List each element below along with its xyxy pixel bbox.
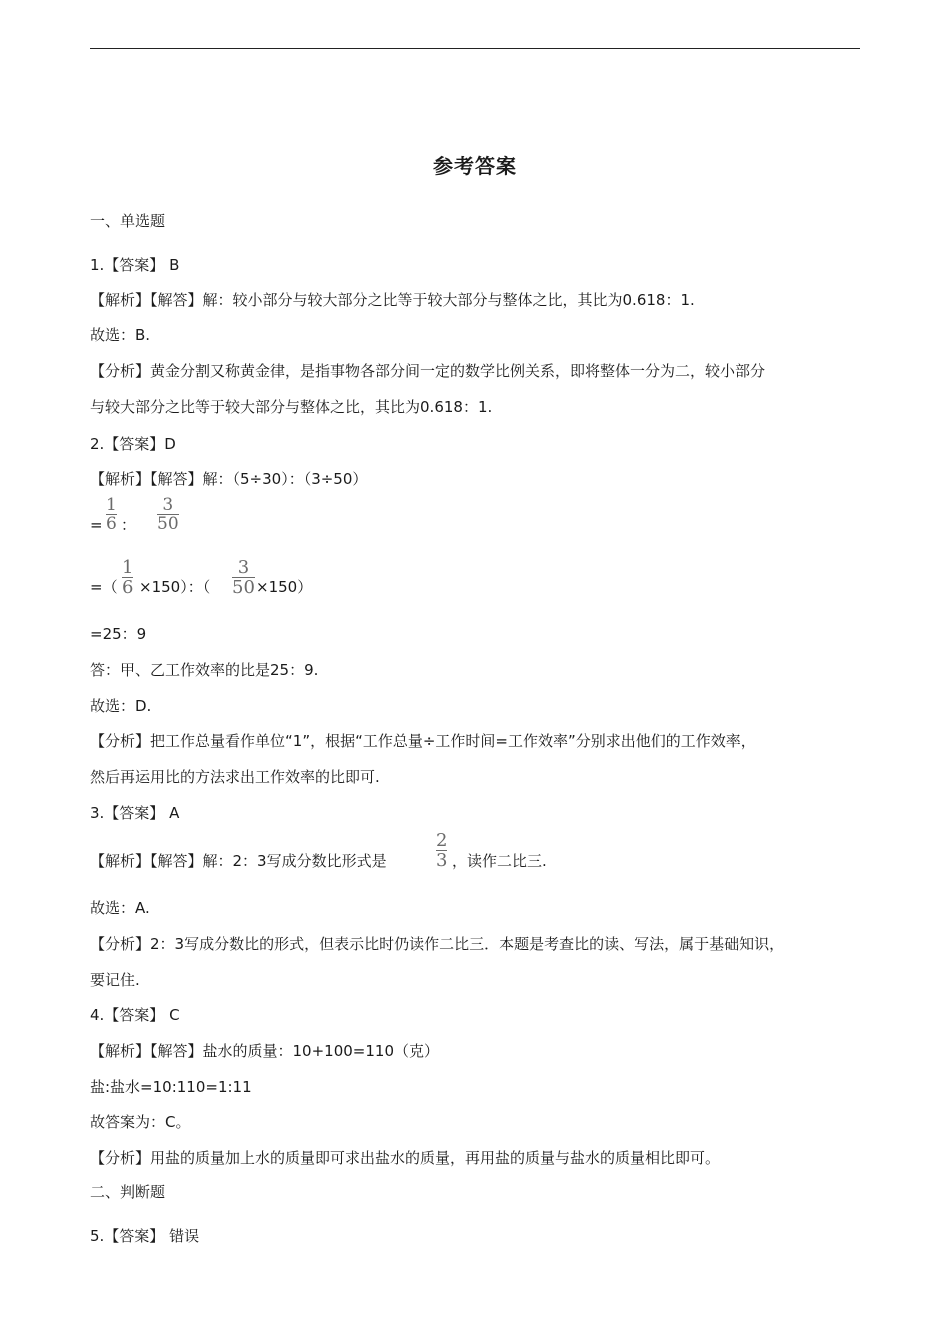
fraction-3-50-b: 3 50	[232, 557, 255, 598]
q3-explanation-line1: 【分析】2：3写成分数比的形式，但表示比时仍读作二比三．本题是考查比的读、写法，属于基础知识，	[90, 935, 785, 953]
section-heading-true-false: 二、判断题	[90, 1183, 166, 1201]
q2-step1-colon: ：	[121, 516, 137, 534]
q2-step2-open: =（	[90, 578, 118, 596]
header-rule	[90, 48, 860, 49]
q3-choice: 故选：A.	[90, 899, 150, 917]
fraction-3-50: 3 50	[157, 495, 179, 534]
q2-step2-close: ×150）	[256, 578, 313, 596]
q1-answer: 1.【答案】 B	[90, 256, 180, 274]
q2-explanation-line2: 然后再运用比的方法求出工作效率的比即可.	[90, 768, 380, 786]
q4-ratio: 盐:盐水=10:110=1:11	[90, 1078, 252, 1096]
q4-answer: 4.【答案】 C	[90, 1006, 180, 1024]
q2-conclusion: 答：甲、乙工作效率的比是25：9.	[90, 661, 319, 679]
q1-explanation-line2: 与较大部分之比等于较大部分与整体之比，其比为0.618：1.	[90, 398, 493, 416]
fraction-2-3: 2 3	[436, 830, 448, 871]
q4-explanation: 【分析】用盐的质量加上水的质量即可求出盐水的质量，再用盐的质量与盐水的质量相比即可。	[90, 1149, 721, 1167]
q1-choice: 故选：B.	[90, 326, 151, 344]
q2-answer: 2.【答案】D	[90, 435, 176, 453]
q2-step2-middle: ×150）：（	[139, 578, 211, 596]
q4-analysis: 【解析】【解答】盐水的质量：10+100=110（克）	[90, 1042, 439, 1060]
q3-analysis: 【解析】【解答】解：2：3写成分数比形式是	[90, 852, 387, 870]
q2-analysis: 【解析】【解答】解：（5÷30）：（3÷50）	[90, 470, 368, 488]
q5-answer: 5.【答案】 错误	[90, 1227, 200, 1245]
q3-answer: 3.【答案】 A	[90, 804, 180, 822]
q1-explanation-line1: 【分析】黄金分割又称黄金律，是指事物各部分间一定的数学比例关系，即将整体一分为二，较小部分	[90, 362, 766, 380]
fraction-1-6-b: 1 6	[122, 557, 134, 598]
q2-step1-equals: =	[90, 516, 103, 534]
q3-explanation-line2: 要记住.	[90, 971, 140, 989]
q2-explanation-line1: 【分析】把工作总量看作单位“1”，根据“工作总量÷工作时间=工作效率”分别求出他们的工作效率，	[90, 732, 756, 750]
q2-choice: 故选：D.	[90, 697, 152, 715]
fraction-1-6: 1 6	[106, 495, 117, 534]
q2-step3: =25：9	[90, 625, 147, 643]
page-title: 参考答案	[433, 154, 517, 178]
q3-analysis-tail: ，读作二比三.	[452, 852, 547, 870]
q1-analysis: 【解析】【解答】解：较小部分与较大部分之比等于较大部分与整体之比，其比为0.618：1.	[90, 291, 695, 309]
q4-choice: 故答案为：C。	[90, 1113, 191, 1131]
section-heading-single-choice: 一、单选题	[90, 212, 166, 230]
